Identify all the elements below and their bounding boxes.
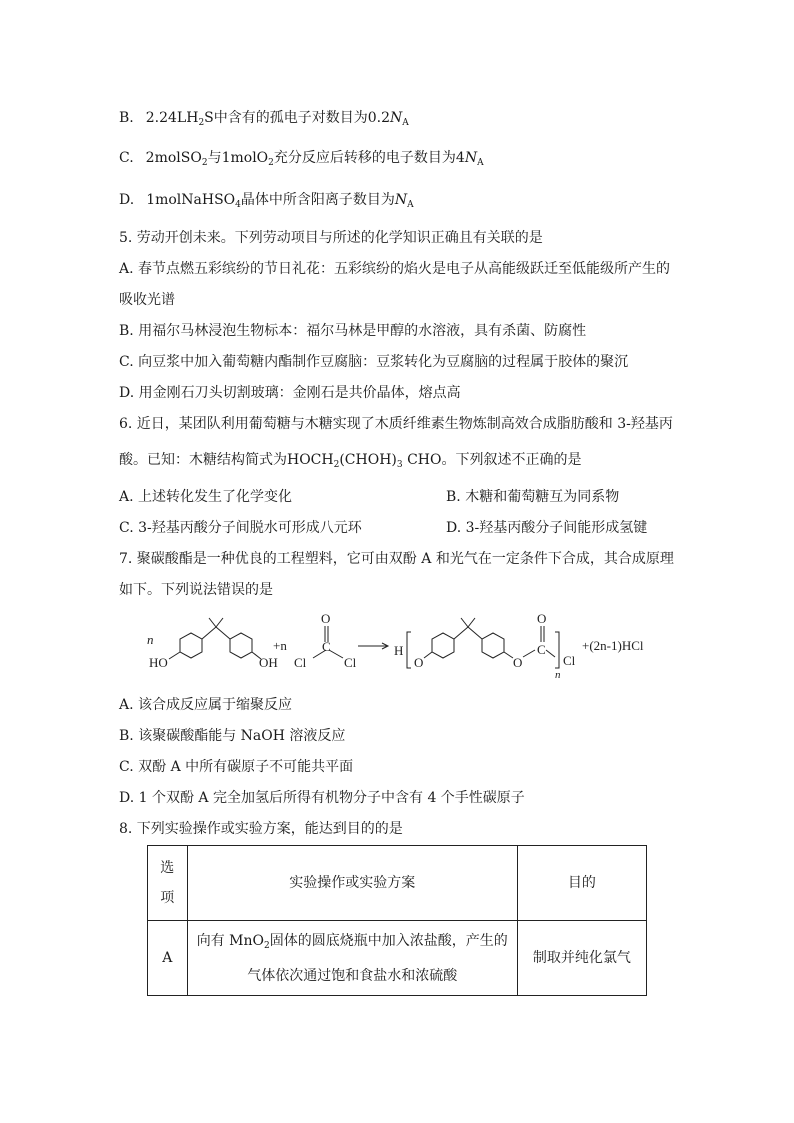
polycarbonate-reaction-scheme: [145, 610, 665, 685]
q5-option-a-cont: 吸收光谱: [119, 292, 175, 308]
q7-stem: 7. 聚碳酸酯是一种优良的工程塑料，它可由双酚 A 和光气在一定条件下合成，其合成原理: [119, 551, 674, 567]
label-c-carbonyl: C: [537, 642, 546, 657]
label-ho: HO: [149, 655, 168, 670]
q6-option-a: A. 上述转化发生了化学变化: [119, 489, 293, 505]
q7-option-a: A. 该合成反应属于缩聚反应: [119, 697, 293, 713]
row-a-option: A: [148, 921, 188, 996]
header-method: 实验操作或实验方案: [187, 846, 517, 921]
label-oh: OH: [259, 655, 278, 670]
q7-stem-cont: 如下。下列说法错误的是: [119, 582, 273, 598]
q7-option-d: D. 1 个双酚 A 完全加氢后所得有机物分子中含有 4 个手性碳原子: [119, 790, 525, 806]
table-row: [148, 921, 647, 996]
q6-options-row2: [119, 518, 679, 538]
q6-option-c: C. 3-羟基丙酸分子间脱水可形成八元环: [119, 520, 362, 536]
q7-option-c: C. 双酚 A 中所有碳原子不可能共平面: [119, 759, 354, 775]
label-byproduct: +(2n-1)HCl: [582, 638, 644, 653]
label-o1: O: [414, 655, 424, 670]
label-h: H: [394, 643, 404, 658]
q8-stem: 8. 下列实验操作或实验方案，能达到目的的是: [119, 821, 403, 837]
q6-stem: 6. 近日，某团队利用葡萄糖与木糖实现了木质纤维素生物炼制高效合成脂肪酸和 3-羟基丙: [119, 416, 673, 432]
q6-option-b: B. 木糖和葡萄糖互为同系物: [446, 489, 620, 505]
label-o-carbonyl: O: [537, 611, 547, 626]
benzene-ring: [482, 633, 504, 658]
q4-option-b: B. $2.24LH_2S$中含有的孤电子对数目为$0.2N_A$: [119, 110, 409, 128]
q5-option-a: A. 春节点燃五彩缤纷的节日礼花：五彩缤纷的焰火是电子从高能级跃迁至低能级所产生的: [119, 261, 671, 277]
benzene-ring: [432, 633, 454, 658]
label-n-sub: n: [555, 669, 561, 681]
row-a-goal: 制取并纯化氯气: [517, 921, 646, 996]
q5-stem: 5. 劳动开创未来。下列劳动项目与所述的化学知识正确且有关联的是: [119, 230, 543, 246]
header-goal: 目的: [517, 846, 646, 921]
q4-option-d: D. 1molNaHSO$_4$晶体中所含阳离子数目为$N_A$: [119, 192, 414, 210]
label-o2: O: [513, 655, 523, 670]
q5-option-d: D. 用金刚石刀头切割玻璃：金刚石是共价晶体，熔点高: [119, 385, 461, 401]
label-o-phosgene: O: [321, 611, 331, 626]
label-cl-end: Cl: [563, 653, 576, 668]
benzene-ring: [230, 633, 252, 658]
q6-stem-cont: 酸。已知：木糖结构简式为$HOCH_2(CHOH)_3$ CHO。下列叙述不正确的是: [119, 452, 582, 470]
label-cl1: Cl: [294, 655, 307, 670]
xylose-formula: $HOCH_2(CHOH)_3$ CHO: [287, 452, 442, 470]
q5-option-c: C. 向豆浆中加入葡萄糖内酯制作豆腐脑：豆浆转化为豆腐脑的过程属于胶体的聚沉: [119, 354, 629, 370]
q6-option-d: D. 3-羟基丙酸分子间能形成氢键: [446, 520, 648, 536]
benzene-ring: [180, 633, 202, 658]
experiment-table: [147, 845, 647, 996]
q4-option-c: C. 2molSO$_2$与1molO$_2$充分反应后转移的电子数目为$4N_A$: [119, 150, 484, 168]
table-header-row: [148, 846, 647, 921]
header-option: 选 项: [148, 846, 188, 921]
label-c-phosgene: C: [322, 639, 331, 654]
row-a-method: 向有 MnO$_2$固体的圆底烧瓶中加入浓盐酸，产生的 气体依次通过饱和食盐水和浓硫酸: [187, 921, 517, 996]
label-plus-n: +n: [273, 638, 287, 653]
q6-options-row1: [119, 487, 679, 507]
q7-option-b: B. 该聚碳酸酯能与 NaOH 溶液反应: [119, 728, 346, 744]
q5-option-b: B. 用福尔马林浸泡生物标本：福尔马林是甲醇的水溶液，具有杀菌、防腐性: [119, 323, 587, 339]
label-cl2: Cl: [344, 655, 357, 670]
coefficient-n: n: [147, 632, 154, 647]
